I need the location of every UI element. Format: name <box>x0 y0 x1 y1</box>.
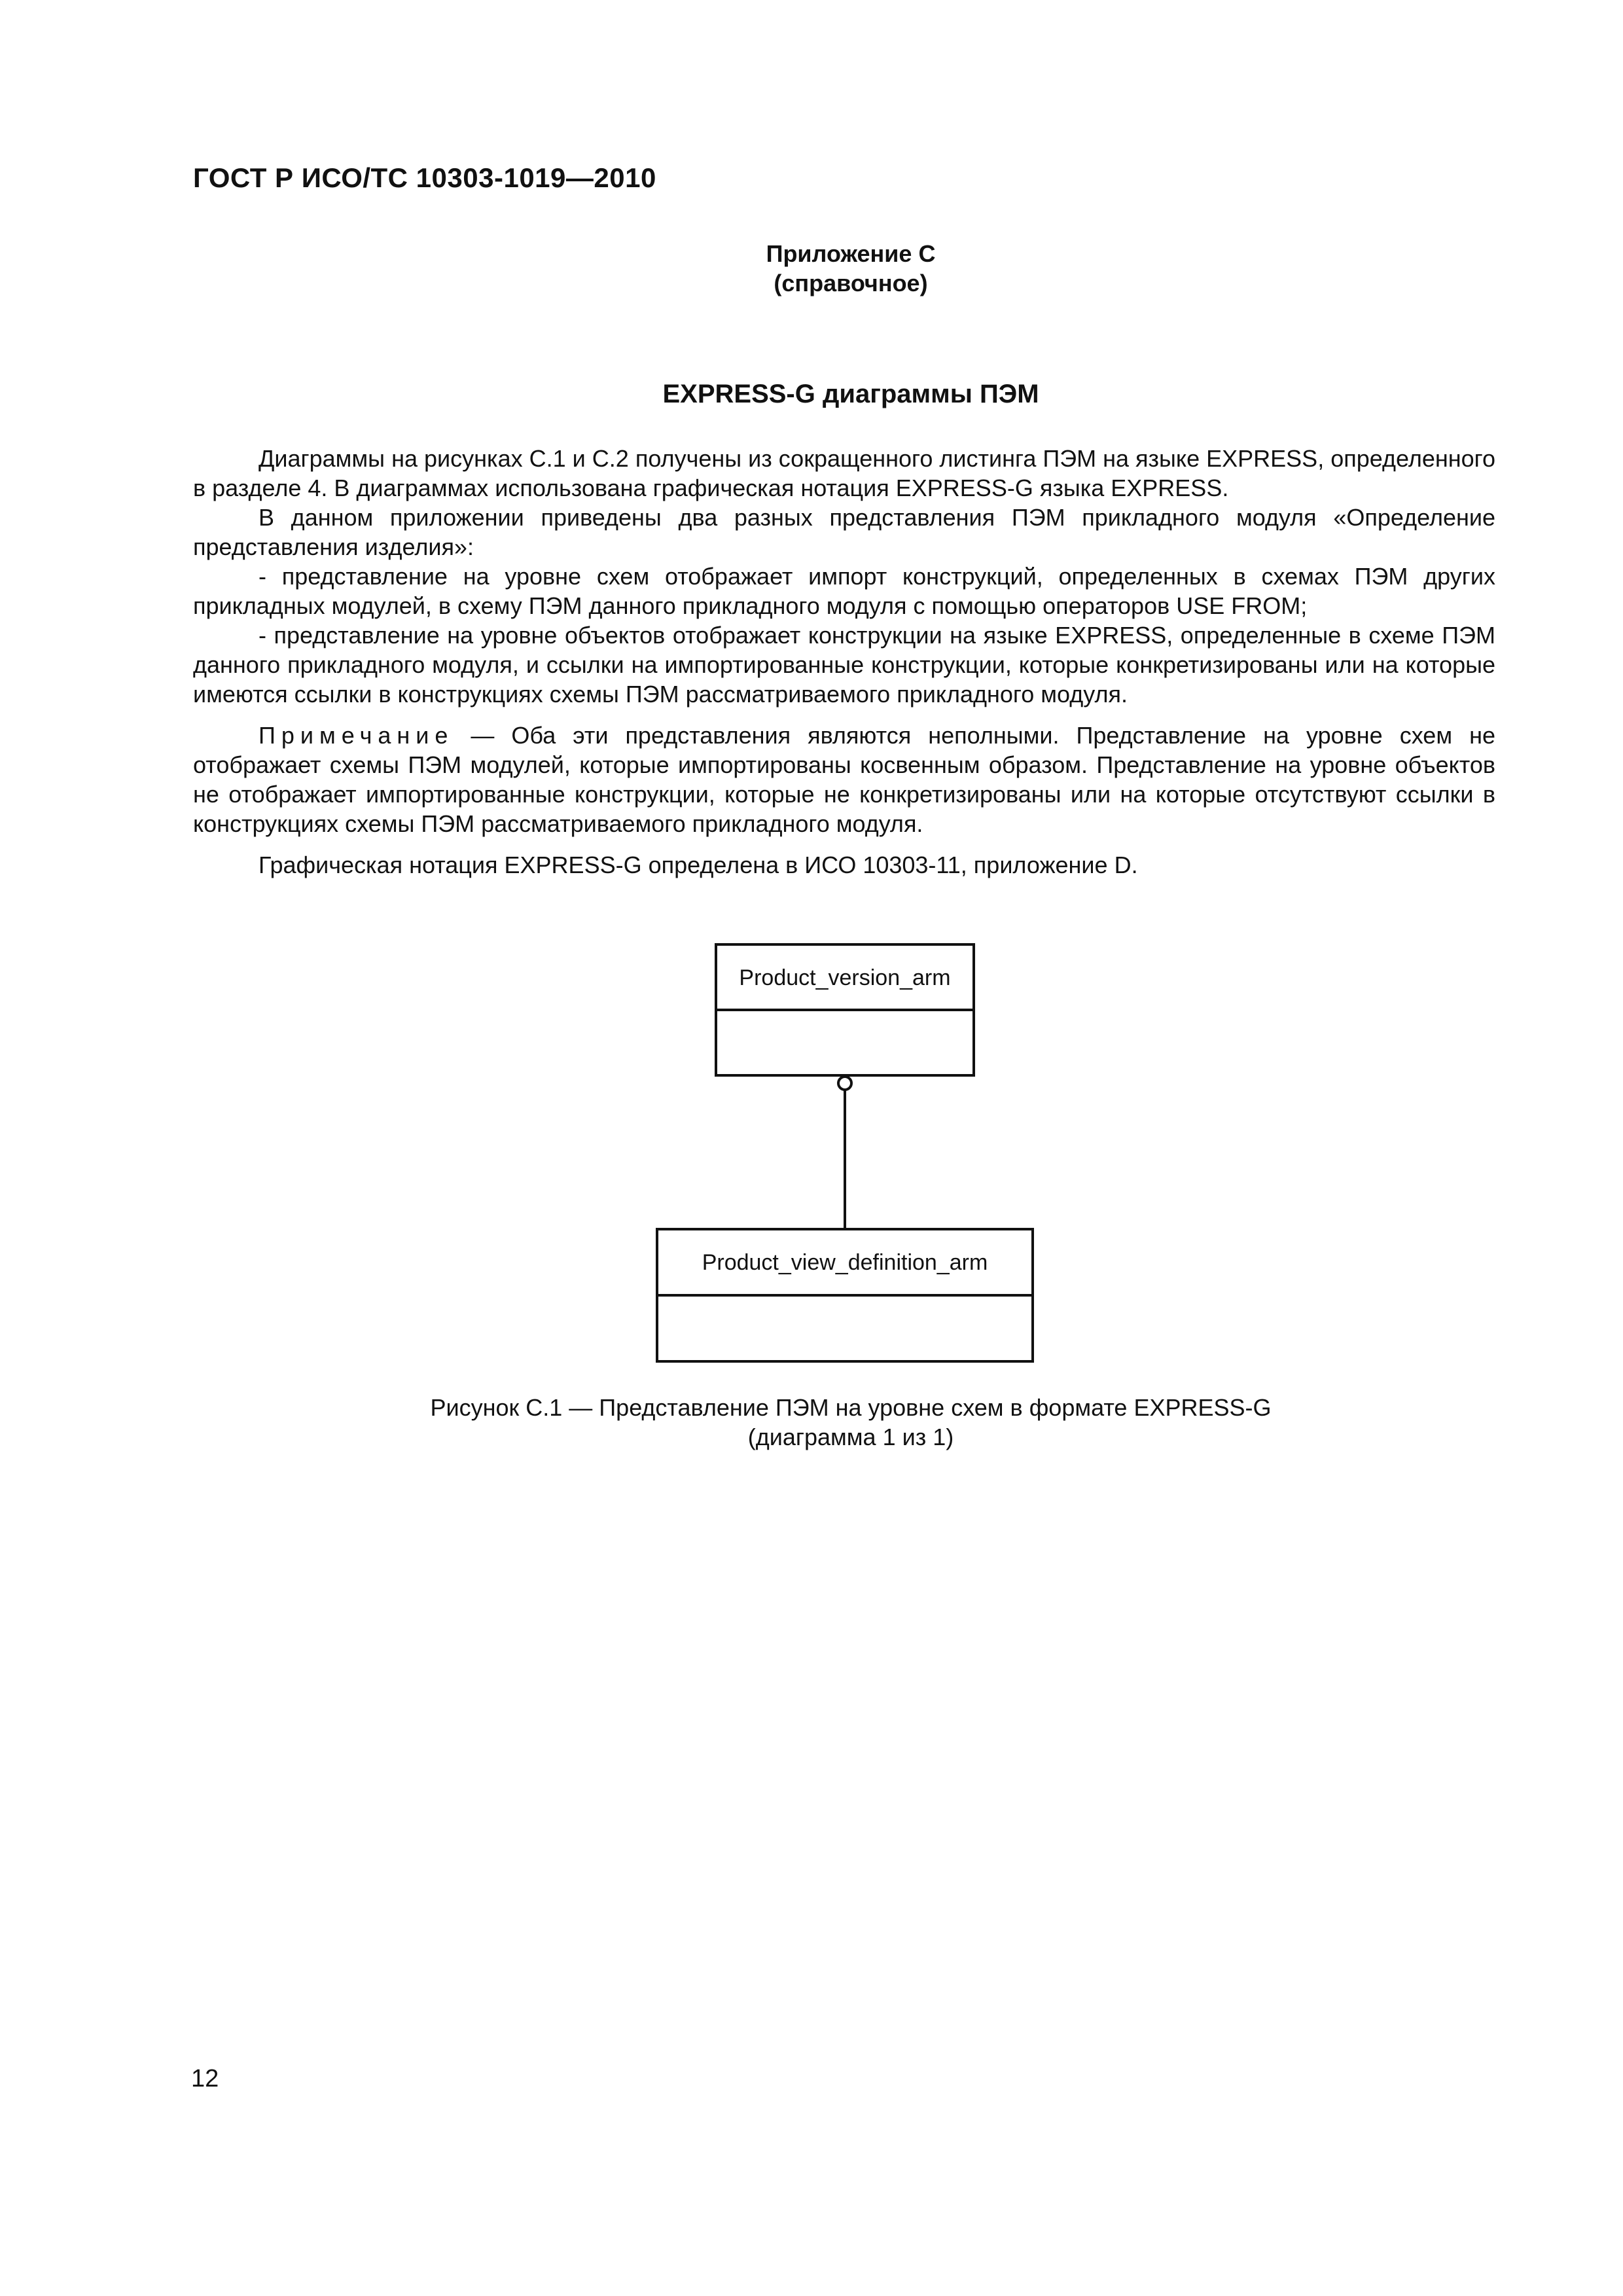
section-title: EXPRESS-G диаграммы ПЭМ <box>662 380 1039 408</box>
subtype-circle-icon <box>838 1077 851 1090</box>
paragraph: В данном приложении приведены два разных представления ПЭМ прикладного модуля «Определение представления изделия»: <box>193 504 1495 560</box>
figure-caption-subline: (диаграмма 1 из 1) <box>747 1424 954 1450</box>
paragraph: - представление на уровне схем отображает импорт конструкций, определенных в схемах ПЭМ других прикладных модулей, в схему ПЭМ данного прикладного модуля с помощью операторов USE FROM; <box>193 563 1495 619</box>
page-number: 12 <box>191 2065 219 2092</box>
note-label: Примечание <box>259 722 454 749</box>
relationship-line <box>838 1077 851 1229</box>
note-text: — Оба эти представления являются неполными. Представление на уровне схем не отображает схемы ПЭМ модулей, которые импортированы косвенным образом. Представление на уровне объектов не отображает импортированные конструкции, которые не конкретизированы или на которые отсутствуют ссылки в конструкциях схемы ПЭМ рассматриваемого прикладного модуля. <box>193 722 1495 837</box>
document-header: ГОСТ Р ИСО/ТС 10303-1019—2010 <box>193 162 656 193</box>
paragraph: Диаграммы на рисунках C.1 и C.2 получены из сокращенного листинга ПЭМ на языке EXPRESS, определенного в разделе 4. В диаграммах использована графическая нотация EXPRESS-G языка EXPRESS. <box>193 445 1495 501</box>
note-paragraph <box>193 721 1495 838</box>
appendix-subtitle: (справочное) <box>774 270 928 296</box>
entity-label-top: Product_version_arm <box>739 965 951 990</box>
appendix-title: Приложение C <box>766 240 936 267</box>
paragraph: - представление на уровне объектов отображает конструкции на языке EXPRESS, определенные в схеме ПЭМ данного прикладного модуля, и ссылки на импортированные конструкции, которые конкретизированы или на которые имеются ссылки в конструкциях схемы ПЭМ рассматриваемого прикладного модуля. <box>193 622 1495 708</box>
entity-box-top <box>716 944 974 1075</box>
entity-box-bottom <box>657 1229 1033 1361</box>
paragraph: Графическая нотация EXPRESS-G определена в ИСО 10303-11, приложение D. <box>259 852 1138 878</box>
body-text <box>193 444 1495 880</box>
figure-caption: Рисунок C.1 — Представление ПЭМ на уровне схем в формате EXPRESS-G <box>430 1394 1272 1421</box>
entity-label-bottom: Product_view_definition_arm <box>702 1250 988 1275</box>
